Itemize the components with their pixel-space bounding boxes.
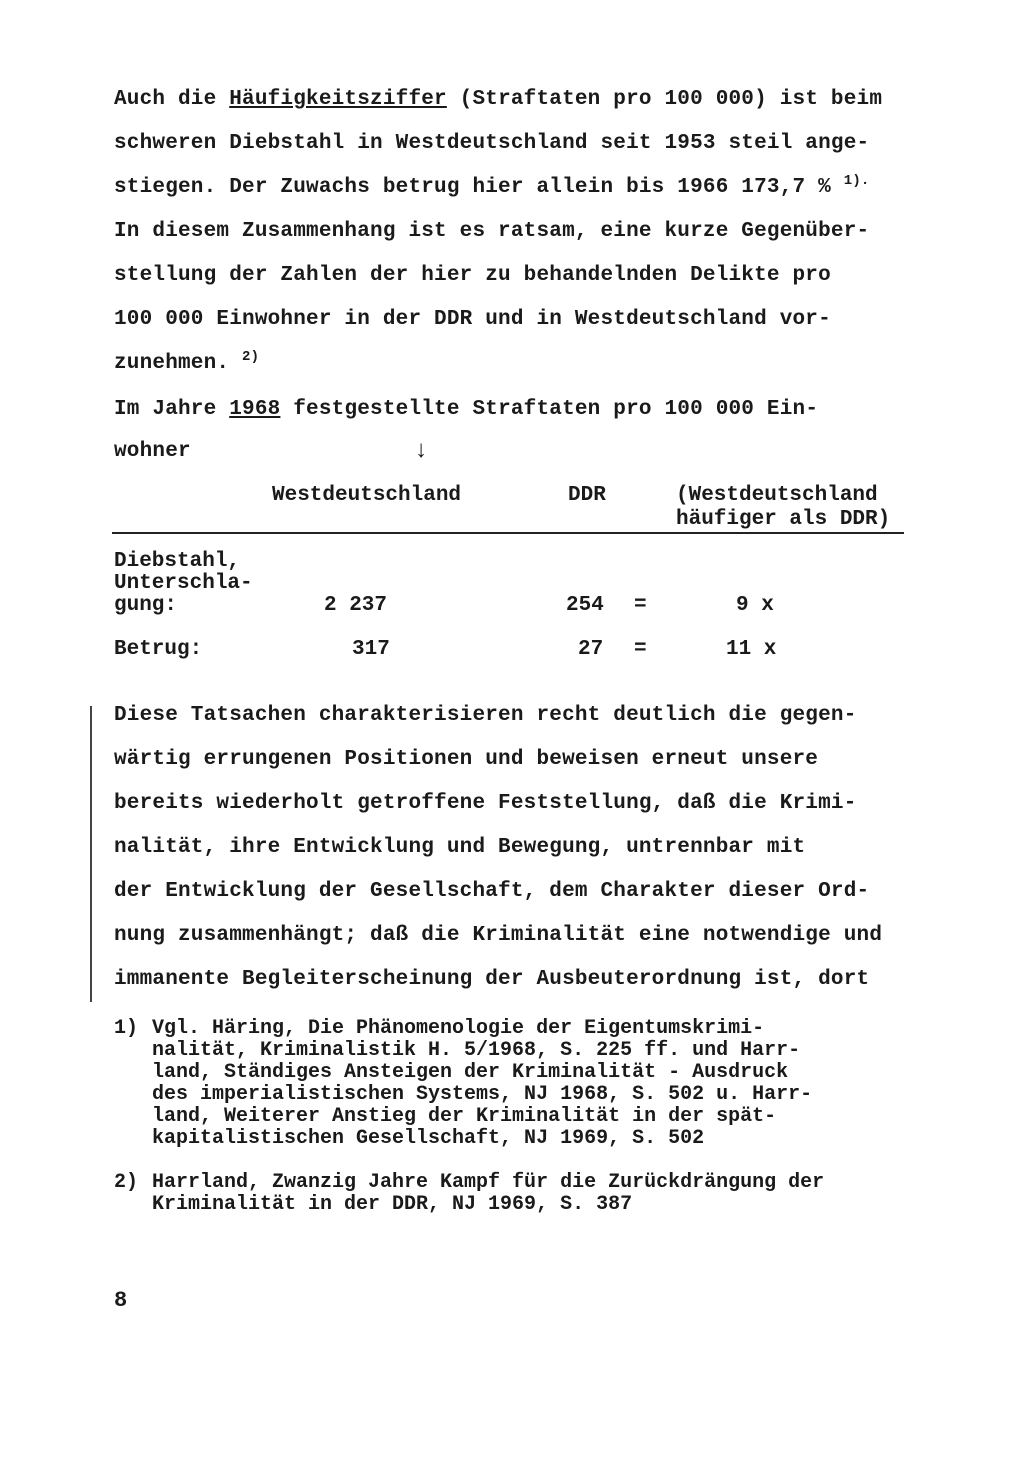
footnote1-line6: kapitalistischen Gesellschaft, NJ 1969, S. 502 (152, 1127, 705, 1150)
para1-line3 (114, 173, 870, 200)
para1-line2: schweren Diebstahl in Westdeutschland seit 1953 steil ange- (114, 132, 870, 155)
para1-line6: 100 000 Einwohner in der DDR und in Westdeutschland vor- (114, 308, 831, 331)
table-header-rule (112, 532, 904, 534)
table-intro-line2: wohner (114, 440, 191, 463)
table-header-ddr: DDR (568, 484, 606, 507)
text: Im Jahre (114, 398, 230, 421)
row1-label-line1: Diebstahl, (114, 550, 241, 573)
row1-label-line2: Unterschla- (114, 572, 253, 595)
table-header-ratio-line2: häufiger als DDR) (676, 508, 891, 531)
footnote-ref: 1). (843, 173, 870, 189)
footnote1-line2: nalität, Kriminalistik H. 5/1968, S. 225 ff. und Harr- (152, 1039, 801, 1062)
para1-line7 (114, 349, 260, 376)
table-intro-line1 (114, 398, 818, 422)
row1-west-value: 2 237 (324, 594, 388, 617)
text: zunehmen. (114, 352, 230, 375)
row1-ddr-value: 254 (566, 594, 604, 617)
footnote2-marker: 2) (114, 1171, 139, 1194)
text: Auch die (114, 88, 230, 111)
footnote1-line3: land, Ständiges Ansteigen der Kriminalität - Ausdruck (152, 1061, 789, 1084)
para2-line3: bereits wiederholt getroffene Feststellung, daß die Krimi- (114, 792, 857, 815)
para2-line7: immanente Begleiterscheinung der Ausbeuterordnung ist, dort (114, 968, 870, 991)
para1-line5: stellung der Zahlen der hier zu behandelnden Delikte pro (114, 264, 831, 287)
text: festgestellte Straftaten pro 100 000 Ein- (280, 398, 819, 421)
row2-ddr-value: 27 (578, 638, 604, 661)
footnote1-line5: land, Weiterer Anstieg der Kriminalität in der spät- (152, 1105, 777, 1128)
row2-west-value: 317 (352, 638, 390, 661)
table-header-west: Westdeutschland (272, 484, 462, 507)
margin-marking (90, 706, 92, 1002)
para2-line4: nalität, ihre Entwicklung und Bewegung, untrennbar mit (114, 836, 806, 859)
text: (Straftaten pro 100 000) ist beim (446, 88, 883, 111)
row2-equals: = (634, 638, 647, 661)
row1-equals: = (634, 594, 647, 617)
para2-line1: Diese Tatsachen charakterisieren recht deutlich die gegen- (114, 704, 857, 727)
footnote2-line1: Harrland, Zwanzig Jahre Kampf für die Zurückdrängung der (152, 1171, 825, 1194)
text: stiegen. Der Zuwachs betrug hier allein bis 1966 173,7 % (114, 176, 831, 199)
row2-factor: 11 x (726, 638, 777, 661)
para2-line6: nung zusammenhängt; daß die Kriminalität eine notwendige und (114, 924, 883, 947)
row1-label-line3: gung: (114, 594, 178, 617)
para2-line2: wärtig errungenen Positionen und beweisen erneut unsere (114, 748, 819, 771)
page-number: 8 (114, 1288, 128, 1313)
para1-line4: In diesem Zusammenhang ist es ratsam, eine kurze Gegenüber- (114, 220, 870, 243)
footnote1-line4: des imperialistischen Systems, NJ 1968, S. 502 u. Harr- (152, 1083, 813, 1106)
footnote1-marker: 1) (114, 1017, 139, 1040)
underlined-year: 1968 (229, 398, 281, 421)
para1-line1 (114, 88, 882, 112)
hand-drawn-arrow-icon: ↓ (414, 438, 429, 465)
para2-line5: der Entwicklung der Gesellschaft, dem Charakter dieser Ord- (114, 880, 870, 903)
footnote1-line1: Vgl. Häring, Die Phänomenologie der Eigentumskrimi- (152, 1017, 765, 1040)
table-header-ratio-line1: (Westdeutschland (676, 484, 878, 507)
underlined-term: Häufigkeitsziffer (229, 88, 447, 111)
footnote2-line2: Kriminalität in der DDR, NJ 1969, S. 387 (152, 1193, 633, 1216)
footnote-ref: 2) (242, 349, 260, 365)
row1-factor: 9 x (736, 594, 774, 617)
row2-label: Betrug: (114, 638, 203, 661)
